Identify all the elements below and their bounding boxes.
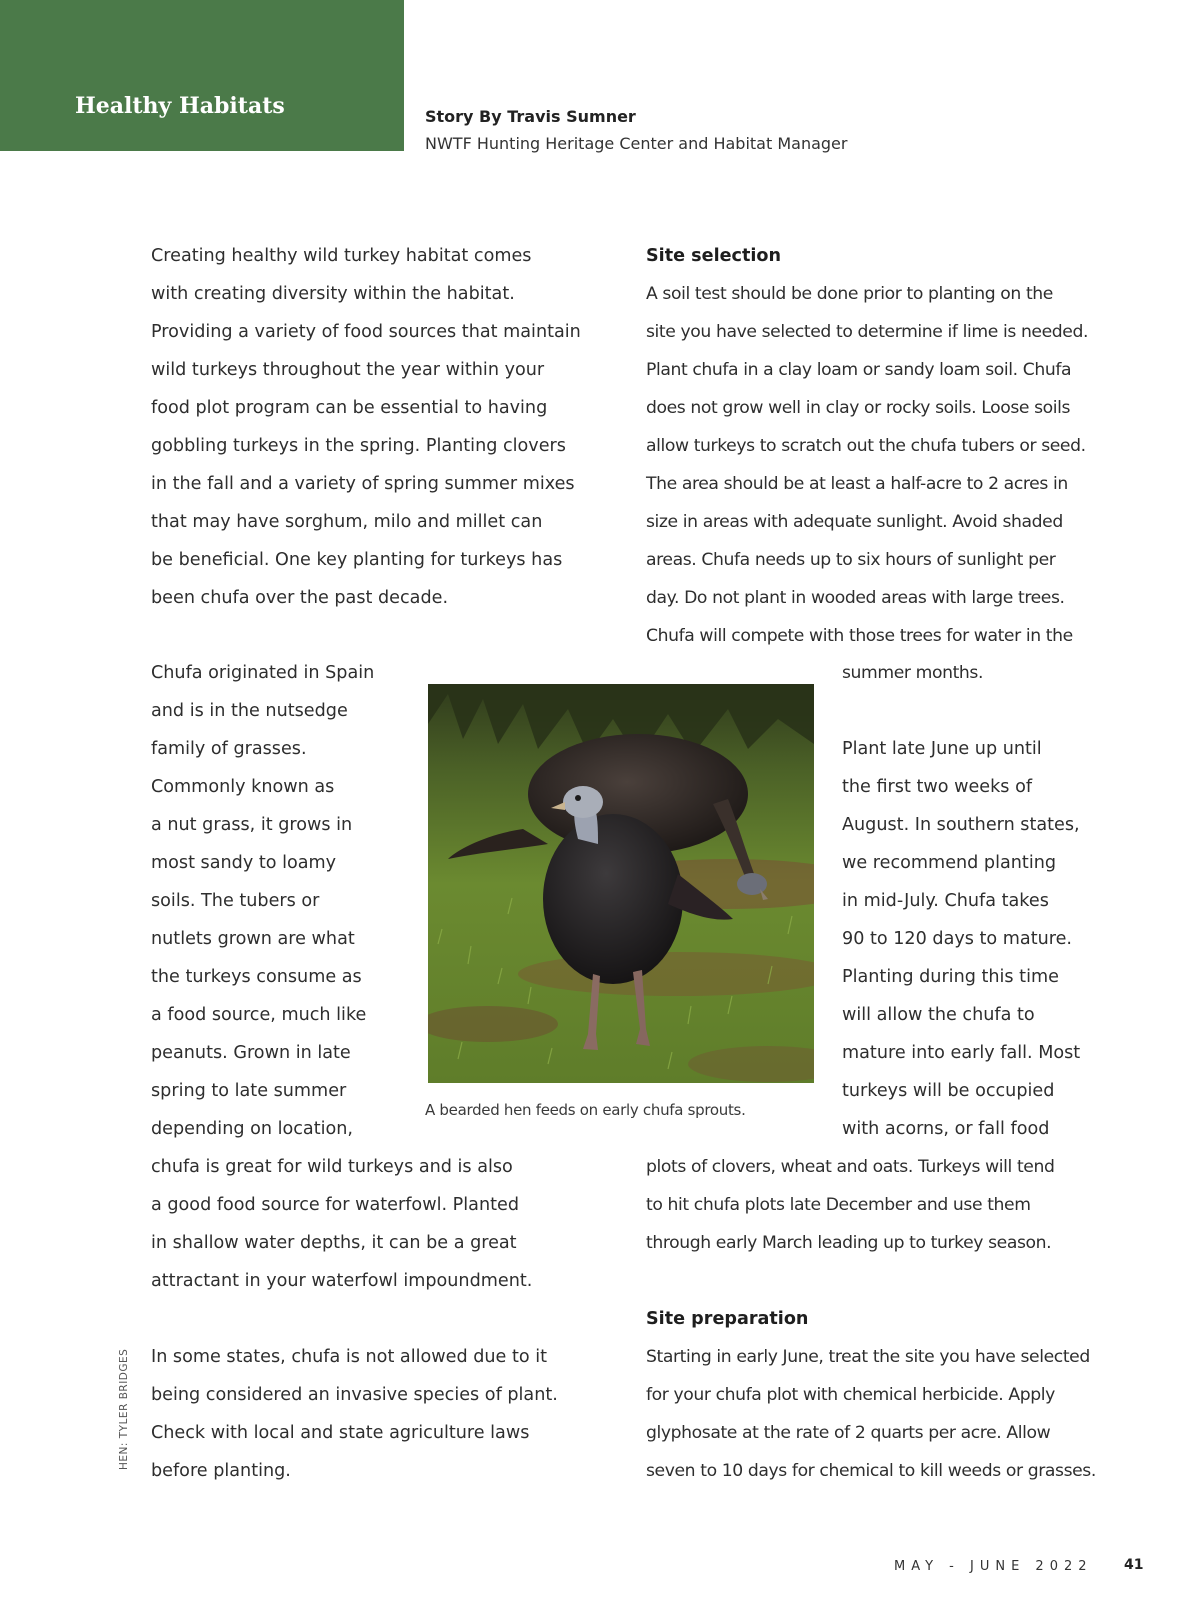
text-line: food plot program can be essential to having xyxy=(151,398,548,418)
text-line: a food source, much like xyxy=(151,1005,367,1025)
text-line: family of grasses. xyxy=(151,739,307,759)
text-line: with acorns, or fall food xyxy=(842,1119,1050,1139)
site-selection-heading: Site selection xyxy=(646,246,782,266)
photo-caption: A bearded hen feeds on early chufa sprouts. xyxy=(425,1101,746,1119)
text-line: for your chufa plot with chemical herbicide. Apply xyxy=(646,1385,1055,1405)
text-line: day. Do not plant in wooded areas with large trees. xyxy=(646,588,1065,608)
text-line: before planting. xyxy=(151,1461,291,1481)
text-line: turkeys will be occupied xyxy=(842,1081,1055,1101)
text-line: In some states, chufa is not allowed due to it xyxy=(151,1347,548,1367)
text-line: plots of clovers, wheat and oats. Turkeys will tend xyxy=(646,1157,1055,1177)
text-line: through early March leading up to turkey season. xyxy=(646,1233,1052,1253)
site-preparation-heading: Site preparation xyxy=(646,1309,809,1329)
section-title: Healthy Habitats xyxy=(75,93,285,119)
text-line: summer months. xyxy=(842,663,984,683)
text-line: Plant chufa in a clay loam or sandy loam soil. Chufa xyxy=(646,360,1072,380)
text-line: and is in the nutsedge xyxy=(151,701,348,721)
text-line: does not grow well in clay or rocky soils. Loose soils xyxy=(646,398,1071,418)
text-line: spring to late summer xyxy=(151,1081,347,1101)
text-line: Plant late June up until xyxy=(842,739,1042,759)
text-line: Chufa will compete with those trees for water in the xyxy=(646,626,1073,646)
text-line: in the fall and a variety of spring summer mixes xyxy=(151,474,575,494)
text-line: been chufa over the past decade. xyxy=(151,588,449,608)
text-line: soils. The tubers or xyxy=(151,891,320,911)
page-number: 41 xyxy=(1124,1557,1144,1573)
text-line: mature into early fall. Most xyxy=(842,1043,1081,1063)
text-line: to hit chufa plots late December and use them xyxy=(646,1195,1031,1215)
text-line: Creating healthy wild turkey habitat comes xyxy=(151,246,532,266)
text-line: the first two weeks of xyxy=(842,777,1033,797)
text-line: a nut grass, it grows in xyxy=(151,815,353,835)
section-banner xyxy=(0,0,404,151)
text-line: a good food source for waterfowl. Planted xyxy=(151,1195,519,1215)
text-line: we recommend planting xyxy=(842,853,1057,873)
text-line: nutlets grown are what xyxy=(151,929,355,949)
text-line: Commonly known as xyxy=(151,777,335,797)
text-line: in shallow water depths, it can be a great xyxy=(151,1233,517,1253)
text-line: glyphosate at the rate of 2 quarts per acre. Allow xyxy=(646,1423,1051,1443)
text-line: wild turkeys throughout the year within your xyxy=(151,360,545,380)
text-line: peanuts. Grown in late xyxy=(151,1043,351,1063)
text-line: Starting in early June, treat the site you have selected xyxy=(646,1347,1090,1367)
text-line: The area should be at least a half-acre to 2 acres in xyxy=(646,474,1068,494)
text-line: most sandy to loamy xyxy=(151,853,337,873)
text-line: Chufa originated in Spain xyxy=(151,663,375,683)
text-line: being considered an invasive species of plant. xyxy=(151,1385,558,1405)
text-line: the turkeys consume as xyxy=(151,967,362,987)
text-line: in mid-July. Chufa takes xyxy=(842,891,1049,911)
turkey-photo xyxy=(428,684,814,1083)
author-byline: Story By Travis Sumner xyxy=(425,107,636,126)
text-line: will allow the chufa to xyxy=(842,1005,1035,1025)
text-line: chufa is great for wild turkeys and is also xyxy=(151,1157,513,1177)
text-line: 90 to 120 days to mature. xyxy=(842,929,1073,949)
text-line: A soil test should be done prior to planting on the xyxy=(646,284,1053,304)
text-line: Check with local and state agriculture laws xyxy=(151,1423,530,1443)
photo-credit: HEN: TYLER BRIDGES xyxy=(118,1348,130,1470)
text-line: gobbling turkeys in the spring. Planting clovers xyxy=(151,436,566,456)
text-line: Planting during this time xyxy=(842,967,1059,987)
author-role: NWTF Hunting Heritage Center and Habitat Manager xyxy=(425,134,848,153)
text-line: allow turkeys to scratch out the chufa tubers or seed. xyxy=(646,436,1086,456)
text-line: seven to 10 days for chemical to kill weeds or grasses. xyxy=(646,1461,1096,1481)
text-line: attractant in your waterfowl impoundment. xyxy=(151,1271,533,1291)
issue-date: MAY - JUNE 2022 xyxy=(894,1559,1093,1574)
text-line: areas. Chufa needs up to six hours of sunlight per xyxy=(646,550,1056,570)
text-line: August. In southern states, xyxy=(842,815,1080,835)
text-line: site you have selected to determine if lime is needed. xyxy=(646,322,1089,342)
text-line: be beneficial. One key planting for turkeys has xyxy=(151,550,563,570)
text-line: Providing a variety of food sources that maintain xyxy=(151,322,581,342)
text-line: size in areas with adequate sunlight. Avoid shaded xyxy=(646,512,1063,532)
text-line: depending on location, xyxy=(151,1119,354,1139)
text-line: that may have sorghum, milo and millet can xyxy=(151,512,543,532)
text-line: with creating diversity within the habitat. xyxy=(151,284,515,304)
